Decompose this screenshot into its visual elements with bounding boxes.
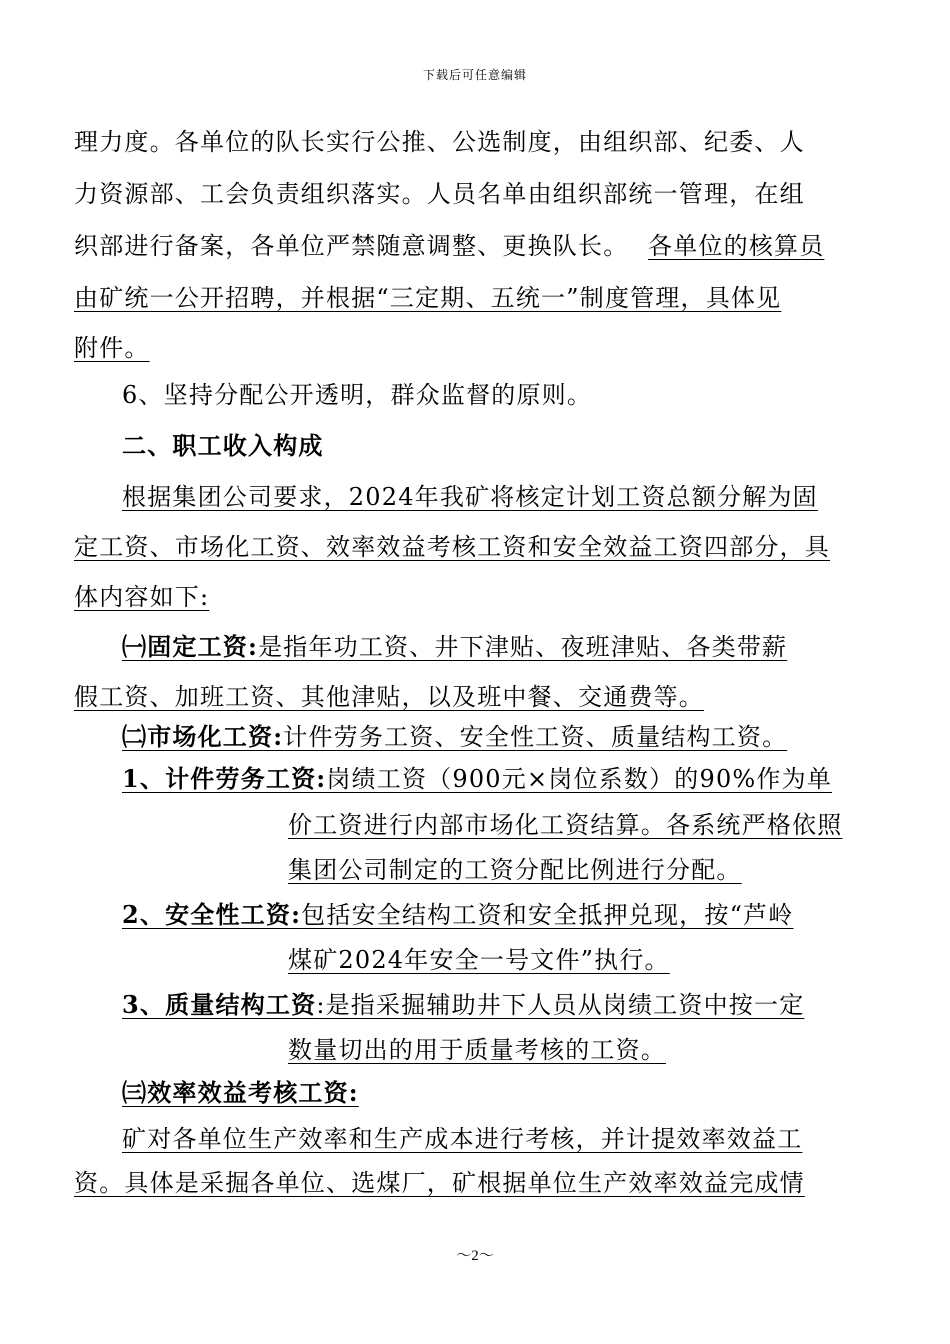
efficiency-wage-title-text: ㈢效率效益考核工资: <box>122 1078 359 1107</box>
fixed-wage-line-1 <box>122 632 787 662</box>
body-line-5: 附件。 <box>74 334 150 362</box>
piece-wage-line-1 <box>122 764 832 794</box>
quality-wage-title: 3、质量结构工资 <box>122 990 317 1019</box>
quality-wage-text: :是指采掘辅助井下人员从岗绩工资中按一定 <box>316 991 805 1019</box>
fixed-wage-line-2: 假工资、加班工资、其他津贴，以及班中餐、交通费等。 <box>74 683 704 711</box>
body-line-1: 理力度。各单位的队长实行公推、公选制度，由组织部、纪委、人 <box>74 128 805 156</box>
quality-wage-line-1 <box>122 990 804 1020</box>
efficiency-line-1: 矿对各单位生产效率和生产成本进行考核，并计提效率效益工 <box>122 1125 803 1153</box>
body-line-4: 由矿统一公开招聘，并根据“三定期、五统一”制度管理，具体见 <box>74 284 782 312</box>
intro-line-3: 体内容如下: <box>74 583 210 611</box>
section-heading-2: 二、职工收入构成 <box>122 432 324 460</box>
piece-wage-title: 1、计件劳务工资: <box>122 764 327 793</box>
market-wage-line <box>122 722 787 752</box>
efficiency-line-2: 资。具体是采掘各单位、选煤厂，矿根据单位生产效率效益完成情 <box>74 1169 805 1197</box>
piece-wage-line-3: 集团公司制定的工资分配比例进行分配。 <box>288 856 742 884</box>
safety-wage-line-2: 煤矿2024年安全一号文件”执行。 <box>288 946 670 974</box>
piece-wage-line-2: 价工资进行内部市场化工资结算。各系统严格依照 <box>288 811 843 839</box>
piece-wage-text: 岗绩工资（900元×岗位系数）的90%作为单 <box>326 765 833 793</box>
fixed-wage-title: ㈠固定工资: <box>122 632 259 661</box>
body-line-2: 力资源部、工会负责组织落实。人员名单由组织部统一管理，在组 <box>74 180 805 208</box>
page-number: ～2～ <box>456 1248 494 1264</box>
principle-6: 6、坚持分配公开透明，群众监督的原则。 <box>122 381 593 409</box>
page-header: 下载后可任意编辑 <box>422 68 527 82</box>
body-line-3: 织部进行备案，各单位严禁随意调整、更换队长。 <box>74 232 629 260</box>
market-wage-text: 计件劳务工资、安全性工资、质量结构工资。 <box>283 723 788 751</box>
market-wage-title: ㈡市场化工资: <box>122 722 284 751</box>
intro-line-2: 定工资、市场化工资、效率效益考核工资和安全效益工资四部分，具 <box>74 533 830 561</box>
safety-wage-text: 包括安全结构工资和安全抵押兑现，按“芦岭 <box>301 901 794 929</box>
safety-wage-line-1 <box>122 900 793 930</box>
efficiency-wage-title <box>74 1078 359 1108</box>
body-line-3-underlined: 各单位的核算员 <box>648 232 825 260</box>
fixed-wage-text: 是指年功工资、井下津贴、夜班津贴、各类带薪 <box>258 633 788 661</box>
quality-wage-line-2: 数量切出的用于质量考核的工资。 <box>288 1036 666 1064</box>
intro-line-1: 根据集团公司要求，2024年我矿将核定计划工资总额分解为固 <box>122 483 818 511</box>
safety-wage-title: 2、安全性工资: <box>122 900 302 929</box>
